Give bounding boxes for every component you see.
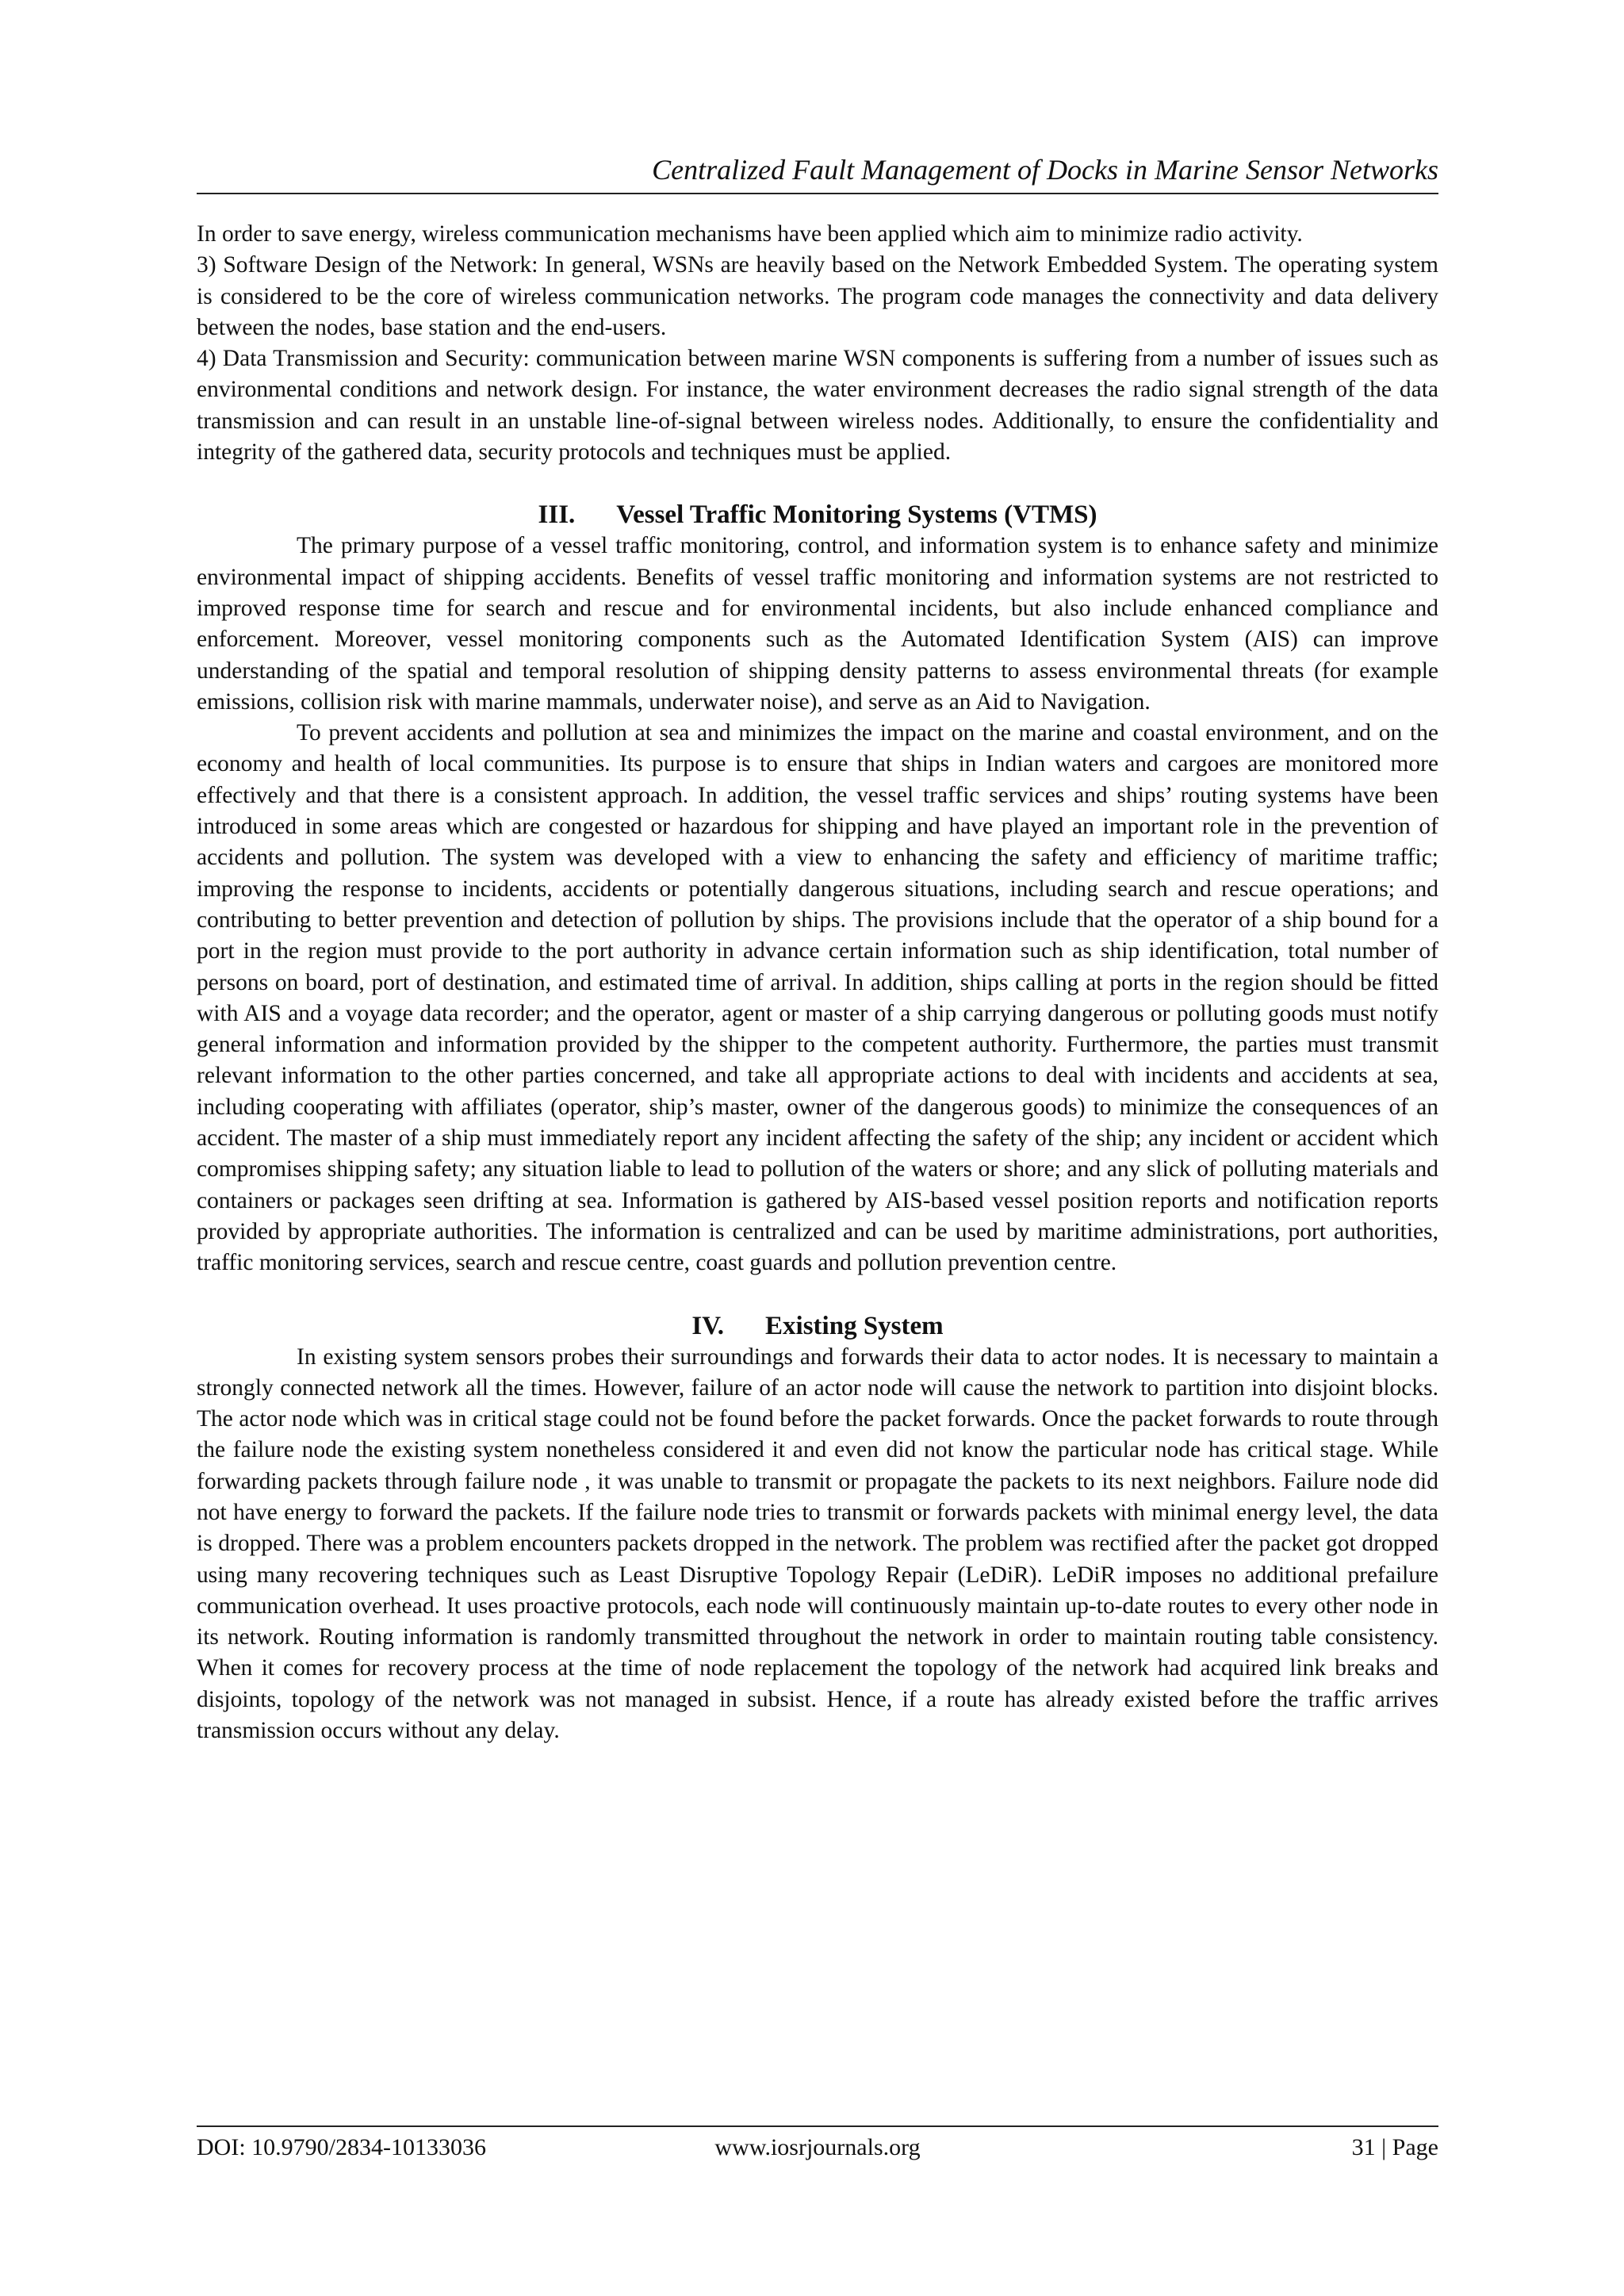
section-number: III. xyxy=(538,500,576,530)
section-title: Vessel Traffic Monitoring Systems (VTMS) xyxy=(616,500,1097,530)
section-number: IV. xyxy=(691,1311,725,1340)
footer-website: www.iosrjournals.org xyxy=(714,2134,921,2160)
intro-paragraph: 3) Software Design of the Network: In general, WSNs are heavily based on the Network Embedded System. The operating system is considered to be the core of wireless communication networks. The program code manages the connectivity and data delivery between the nodes, base station and the end-users. xyxy=(197,252,1438,340)
section-title: Existing System xyxy=(765,1311,944,1340)
body-paragraph: In existing system sensors probes their surroundings and forwards their data to actor nodes. It is necessary to maintain a strongly connected network all the times. However, failure of an actor node will cause the network to partition into disjoint blocks. The actor node which was in critical stage could not be found before the packet forwards. Once the packet forwards to route through the failure node the existing system nonetheless considered it and even did not know the particular node has critical stage. While forwarding packets through failure node , it was unable to transmit or propagate the packets to its next neighbors. Failure node did not have energy to forward the packets. If the failure node tries to transmit or forwards packets with minimal energy level, the data is dropped. There was a problem encounters packets dropped in the network. The problem was rectified after the packet got dropped using many recovering techniques such as Least Disruptive Topology Repair (LeDiR). LeDiR imposes no additional prefailure communication overhead. It uses proactive protocols, each node will continuously maintain up-to-date routes to every other node in its network. Routing information is randomly transmitted throughout the network in order to maintain routing table consistency. When it comes for recovery process at the time of node replacement the topology of the network had acquired link breaks and disjoints, topology of the network was not managed in subsist. Hence, if a route has already existed before the traffic arrives transmission occurs without any delay. xyxy=(197,1343,1438,1744)
body-paragraph: To prevent accidents and pollution at sea and minimizes the impact on the marine and coastal environment, and on the economy and health of local communities. Its purpose is to ensure that ships in Indian waters and cargoes are monitored more effectively and that there is a consistent approach. In addition, the vessel traffic services and ships’ routing systems have been introduced in some areas which are congested or hazardous for shipping and have played an important role in the prevention of accidents and pollution. The system was developed with a view to enhancing the safety and efficiency of maritime traffic; improving the response to incidents, accidents or potentially dangerous situations, including search and rescue operations; and contributing to better prevention and detection of pollution by ships. The provisions include that the operator of a ship bound for a port in the region must provide to the port authority in advance certain information such as ship identification, total number of persons on board, port of destination, and estimated time of arrival. In addition, ships calling at ports in the region should be fitted with AIS and a voyage data recorder; and the operator, agent or master of a ship carrying dangerous or polluting goods must notify general information and information provided by the shipper to the competent authority. Furthermore, the parties must transmit relevant information to the other parties concerned, and take all appropriate actions to deal with incidents and accidents at sea, including cooperating with affiliates (operator, ship’s master, owner of the dangerous goods) to minimize the consequences of an accident. The master of a ship must immediately report any incident affecting the safety of the ship; any incident or accident which compromises shipping safety; any situation liable to lead to pollution of the waters or shore; and any slick of polluting materials and containers or packages seen drifting at sea. Information is gathered by AIS-based vessel position reports and notification reports provided by appropriate authorities. The information is centralized and can be used by maritime administrations, port authorities, traffic monitoring services, search and rescue centre, coast guards and pollution prevention centre. xyxy=(197,720,1438,1276)
running-header-title: Centralized Fault Management of Docks in Marine Sensor Networks xyxy=(652,154,1438,186)
footer-divider xyxy=(197,2125,1438,2127)
article-body xyxy=(197,219,1438,1746)
page-footer xyxy=(197,2132,1438,2164)
body-paragraph: The primary purpose of a vessel traffic monitoring, control, and information system is to enhance safety and minimize environmental impact of shipping accidents. Benefits of vessel traffic monitoring and information systems are not restricted to improved response time for search and rescue and for environmental incidents, but also include enhanced compliance and enforcement. Moreover, vessel monitoring components such as the Automated Identification System (AIS) can improve understanding of the spatial and temporal resolution of shipping density patterns to assess environmental threats (for example emissions, collision risk with marine mammals, underwater noise), and serve as an Aid to Navigation. xyxy=(197,533,1438,715)
intro-paragraph: In order to save energy, wireless communication mechanisms have been applied which aim to minimize radio activity. xyxy=(197,221,1303,247)
footer-doi: DOI: 10.9790/2834-10133036 xyxy=(197,2134,486,2160)
section-heading-existing-system xyxy=(197,1310,1438,1342)
section-heading-vtms xyxy=(197,499,1438,531)
header-divider xyxy=(197,193,1438,194)
intro-paragraph: 4) Data Transmission and Security: communication between marine WSN components is suffering from a number of issues such as environmental conditions and network design. For instance, the water environment decreases the radio signal strength of the data transmission and can result in an unstable line-of-signal between wireless nodes. Additionally, to ensure the confidentiality and integrity of the gathered data, security protocols and techniques must be applied. xyxy=(197,346,1438,466)
footer-page-number: 31 | Page xyxy=(1351,2134,1438,2160)
